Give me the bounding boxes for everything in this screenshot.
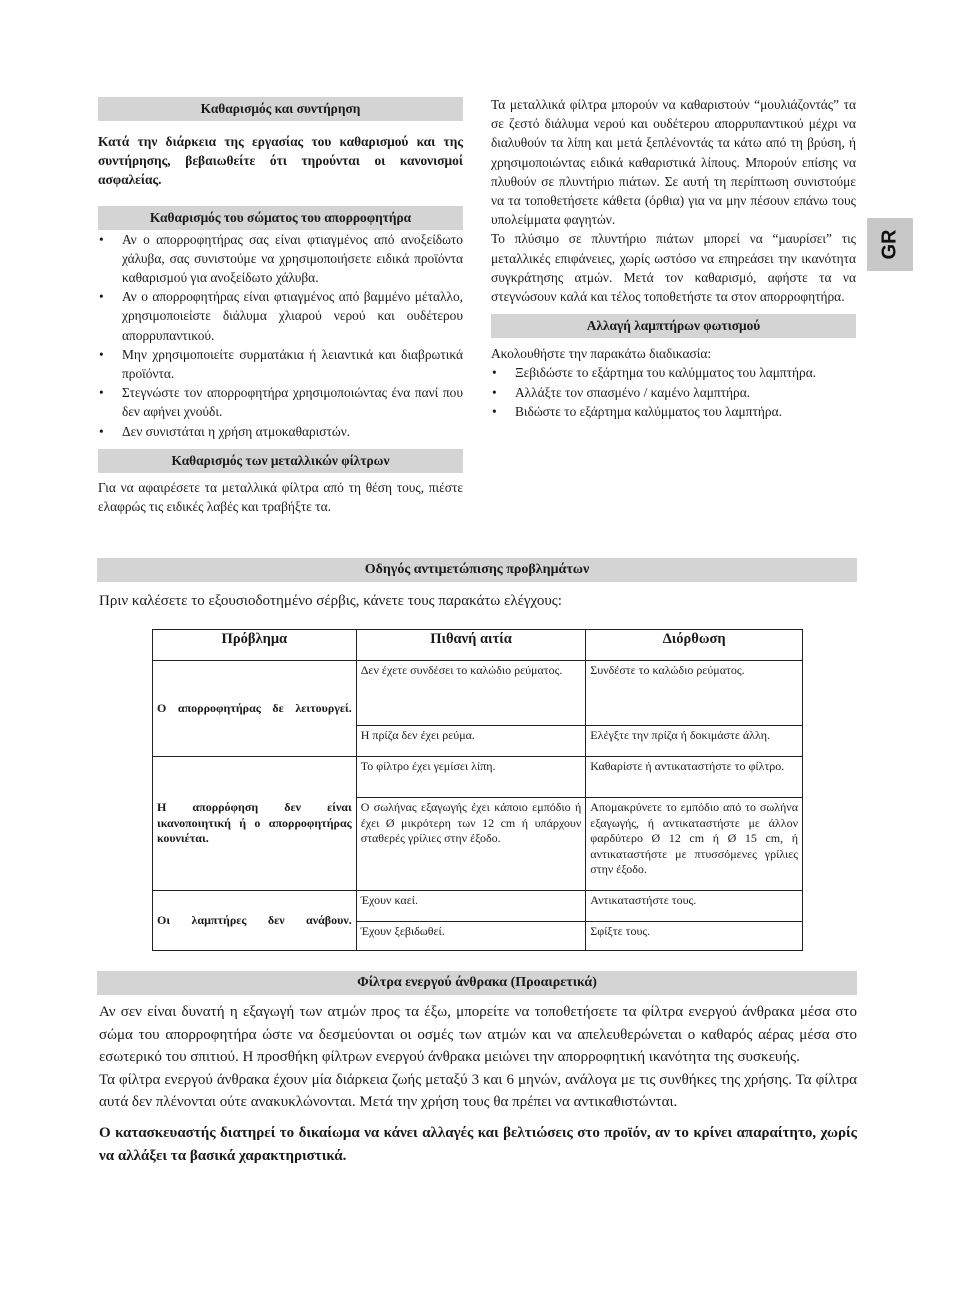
body-cleaning-title: Καθαρισμός του σώματος του απορροφητήρα: [98, 206, 463, 230]
cause-cell: Έχουν καεί.: [356, 891, 586, 922]
fix-cell: Σφίξτε τους.: [586, 922, 803, 951]
carbon-paragraph-2: Τα φίλτρα ενεργού άνθρακα έχουν μία διάρκεια ζωής μεταξύ 3 και 6 μηνών, ανάλογα με τις συνθήκες της χρήσης. Τα φίλτρα αυτά δεν πλένονται ούτε ανακυκλώνονται. Μετά την χρήση τους θα πρέπει να αντικαθιστώνται.: [99, 1071, 857, 1111]
table-header-row: [153, 630, 803, 661]
cause-cell: Το φίλτρο έχει γεμίσει λίπη.: [356, 757, 586, 798]
carbon-filters-title: Φίλτρα ενεργού άνθρακα (Προαιρετικά): [97, 971, 857, 995]
cause-cell: Έχουν ξεβιδωθεί.: [356, 922, 586, 951]
lamps-intro: Ακολουθήστε την παρακάτω διαδικασία:: [491, 346, 712, 362]
fix-cell: Καθαρίστε ή αντικαταστήστε το φίλτρο.: [586, 757, 803, 798]
troubleshooting-title: Οδηγός αντιμετώπισης προβλημάτων: [97, 558, 857, 582]
table-row: [153, 757, 803, 798]
body-cleaning-list: [98, 230, 463, 441]
carbon-filters-text: [99, 1001, 857, 1167]
problem-cell: Οι λαμπτήρες δεν ανάβουν.: [153, 891, 357, 951]
cause-cell: Ο σωλήνας εξαγωγής έχει κάποιο εμπόδιο ή έχει Ø μικρότερη των 12 cm ή υπάρχουν σταθερές γρίλιες στην έξοδο.: [356, 798, 586, 891]
language-tab-label: GR: [878, 229, 901, 260]
header-problem: Πρόβλημα: [153, 630, 357, 661]
lamps-section-title: Αλλαγή λαμπτήρων φωτισμού: [491, 314, 856, 338]
left-column: [98, 97, 463, 516]
metal-filters-paragraph-1: Τα μεταλλικά φίλτρα μπορούν να καθαριστούν “μουλιάζοντάς” τα σε ζεστό διάλυμα νερού και ουδέτερου απορρυπαντικού μέχρι να διαλυθούν τα λίπη και μετά ξεπλένοντάς τα κάτω από τη βρύση, ή χρησιμοποιώντας ειδικά καθαριστικά λίπους. Μπορούν επίσης να πλυθούν σε πλυντήριο πιάτων. Σε αυτή τη περίπτωση συνιστούμε να τα τοποθετήσετε κάθετα (όρθια) για να μην πέσουν επάνω τους υπολείμματα φαγητών.: [491, 97, 856, 228]
manufacturer-note: Ο κατασκευαστής διατηρεί το δικαίωμα να κάνει αλλαγές και βελτιώσεις στο προϊόν, αν το κρίνει απαραίτητο, χωρίς να αλλάξει τα βασικά χαρακτηριστικά.: [99, 1124, 857, 1164]
cause-cell: Δεν έχετε συνδέσει το καλώδιο ρεύματος.: [356, 661, 586, 726]
header-fix: Διόρθωση: [586, 630, 803, 661]
list-item: • Βιδώστε το εξάρτημα καλύμματος του λαμπτήρα.: [491, 402, 856, 421]
cleaning-warning: Κατά την διάρκεια της εργασίας του καθαρισμού και της συντήρησης, βεβαιωθείτε ότι τηρούνται οι κανονισμοί ασφαλείας.: [98, 134, 463, 188]
carbon-paragraph-1: Αν σεν είναι δυνατή η εξαγωγή των ατμών προς τα έξω, μπορείτε να τοποθετήσετε τα φίλτρα ενεργού άνθρακα μέσα στο σώμα του απορροφητήρα ώστε να δεσμεύονται οι οσμές των ατμών και να απελευθερώνεται ο καθαρός αέρας μέσα στο εσωτερικό του σπιτιού. Η προσθήκη φίλτρων ενεργού άνθρακα μειώνει την απορροφητική ικανότητα της συσκευής.: [99, 1004, 857, 1066]
fix-cell: Ελέγξτε την πρίζα ή δοκιμάστε άλλη.: [586, 726, 803, 757]
list-item: • Αν ο απορροφητήρας είναι φτιαγμένος από βαμμένο μέταλλο, χρησιμοποιείστε διάλυμα χλιαρού νερού και ουδέτερου απορρυπαντικού.: [98, 287, 463, 345]
fix-cell: Απομακρύνετε το εμπόδιο από το σωλήνα εξαγωγής, ή αντικαταστήστε με άλλον φαρδύτερο Ø 12 cm ή Ø 15 cm, ή αντικαταστήστε με πτυσσόμενες γρίλιες στην έξοδο.: [586, 798, 803, 891]
list-item: • Αλλάξτε τον σπασμένο / καμένο λαμπτήρα.: [491, 383, 856, 402]
list-item: • Δεν συνιστάται η χρήση ατμοκαθαριστών.: [98, 422, 463, 441]
metal-filters-paragraph-2: Το πλύσιμο σε πλυντήριο πιάτων μπορεί να “μαυρίσει” τις μεταλλικές επιφάνειες, χωρίς ωστόσο να επηρεάσει την ικανότητα συγκράτησης ατμών. Μετά τον καθαρισμό, αφήστε τα να στεγνώσουν καλά και τέλος τοποθετήστε τα στον απορροφητήρα.: [491, 231, 856, 305]
troubleshooting-intro: Πριν καλέσετε το εξουσιοδοτημένο σέρβις, κάνετε τους παρακάτω ελέγχους:: [99, 593, 562, 609]
header-cause: Πιθανή αιτία: [356, 630, 586, 661]
list-item: • Αν ο απορροφητήρας σας είναι φτιαγμένος από ανοξείδωτο χάλυβα, σας συνιστούμε να χρησιμοποιήσετε ειδικά προϊόντα καθαρισμού για ανοξείδωτο χάλυβα.: [98, 230, 463, 288]
metal-filters-title: Καθαρισμός των μεταλλικών φίλτρων: [98, 449, 463, 473]
language-tab: [867, 218, 913, 271]
cause-cell: Η πρίζα δεν έχει ρεύμα.: [356, 726, 586, 757]
troubleshooting-table: [152, 629, 803, 951]
fix-cell: Συνδέστε το καλώδιο ρεύματος.: [586, 661, 803, 726]
right-column: [491, 95, 856, 421]
cleaning-section-title: Καθαρισμός και συντήρηση: [98, 97, 463, 121]
table-row: [153, 661, 803, 726]
fix-cell: Αντικαταστήστε τους.: [586, 891, 803, 922]
metal-filters-text: Για να αφαιρέσετε τα μεταλλικά φίλτρα από τη θέση τους, πιέστε ελαφρώς τις ειδικές λαβές και τραβήξτε τα.: [98, 479, 463, 515]
lamps-list: [491, 363, 856, 421]
list-item: • Μην χρησιμοποιείτε συρματάκια ή λειαντικά και διαβρωτικά προϊόντα.: [98, 345, 463, 383]
list-item: • Ξεβιδώστε το εξάρτημα του καλύμματος του λαμπτήρα.: [491, 363, 856, 382]
problem-cell: Η απορρόφηση δεν είναι ικανοποιητική ή ο απορροφητήρας κουνιέται.: [153, 757, 357, 891]
list-item: • Στεγνώστε τον απορροφητήρα χρησιμοποιώντας ένα πανί που δεν αφήνει χνούδι.: [98, 383, 463, 421]
table-row: [153, 891, 803, 922]
problem-cell: Ο απορροφητήρας δε λειτουργεί.: [153, 661, 357, 757]
